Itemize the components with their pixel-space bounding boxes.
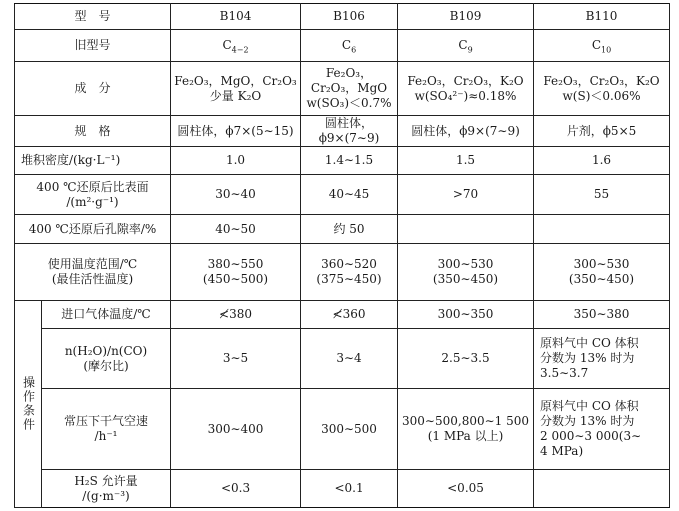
h2o-co-b109: 2.5∼3.5 [398, 329, 534, 389]
model-label: 型 号 [15, 4, 171, 30]
model-b109: B109 [398, 4, 534, 30]
temp-range-b110-l2: (350∼450) [568, 272, 635, 286]
surface-area-label [15, 175, 171, 215]
old-model-b109-base: C [458, 38, 468, 52]
surface-area-b106: 40∼45 [301, 175, 398, 215]
h2o-co-label [42, 329, 171, 389]
space-velocity-b104: 300∼400 [171, 389, 301, 470]
porosity-b104: 40∼50 [171, 215, 301, 244]
porosity-label: 400 ℃还原后孔隙率/% [15, 215, 171, 244]
surface-area-b104: 30∼40 [171, 175, 301, 215]
h2s-b106: <0.1 [301, 470, 398, 508]
bulk-density-b104: 1.0 [171, 147, 301, 175]
h2o-co-label-line1: n(H₂O)/n(CO) [64, 343, 148, 358]
catalyst-table-container [14, 3, 670, 508]
old-model-b104-base: C [222, 38, 232, 52]
spec-b104: 圆柱体，ϕ7×(5∼15) [171, 116, 301, 147]
composition-b109 [398, 62, 534, 116]
row-model [15, 4, 670, 30]
spec-label: 规 格 [15, 116, 171, 147]
h2s-b104: <0.3 [171, 470, 301, 508]
catalyst-spec-table [14, 3, 670, 508]
temp-range-label-line2: (最佳活性温度) [51, 272, 134, 286]
h2s-label-line2: /(g·m⁻³) [82, 488, 130, 503]
row-temp-range [15, 244, 670, 301]
old-model-b106-base: C [341, 38, 352, 52]
operating-group-label: 操作条件 [15, 301, 42, 508]
temp-range-b109-l2: (350∼450) [432, 272, 499, 286]
spec-b110: 片剂，ϕ5×5 [534, 116, 670, 147]
old-model-b109-sub: 9 [467, 45, 473, 55]
porosity-b110 [534, 215, 670, 244]
temp-range-b110 [534, 244, 670, 301]
composition-b110 [534, 62, 670, 116]
old-model-b106-sub: 6 [351, 45, 357, 55]
old-model-label: 旧型号 [15, 30, 171, 62]
inlet-temp-b104: ≮380 [171, 301, 301, 329]
composition-label: 成 分 [15, 62, 171, 116]
h2o-co-label-line2: (摩尔比) [83, 358, 129, 373]
bulk-density-b106: 1.4∼1.5 [301, 147, 398, 175]
composition-b106-line2: w(SO₃)＜0.7% [306, 96, 392, 110]
row-porosity [15, 215, 670, 244]
composition-b109-line1: Fe₂O₃，Cr₂O₃，K₂O [407, 73, 524, 88]
row-composition [15, 62, 670, 116]
h2s-b110 [534, 470, 670, 508]
space-velocity-b110-l4: 4 MPa) [540, 444, 584, 458]
old-model-b109 [398, 30, 534, 62]
space-velocity-b106: 300∼500 [301, 389, 398, 470]
composition-b104-line2: 少量 K₂O [209, 88, 262, 103]
h2o-co-b110 [534, 329, 670, 389]
row-old-model [15, 30, 670, 62]
h2o-co-b110-l2: 分数为 13% 时为 [540, 351, 635, 365]
temp-range-b104-l1: 380∼550 [207, 257, 264, 271]
temp-range-b110-l1: 300∼530 [573, 257, 630, 271]
model-b106: B106 [301, 4, 398, 30]
space-velocity-b110-l1: 原料气中 CO 体积 [540, 399, 639, 413]
surface-area-b109: >70 [398, 175, 534, 215]
row-surface-area [15, 175, 670, 215]
h2o-co-b104: 3∼5 [171, 329, 301, 389]
temp-range-b109-l1: 300∼530 [437, 257, 494, 271]
space-velocity-b109-l1: 300∼500,800∼1 500 [402, 414, 530, 428]
model-b110: B110 [534, 4, 670, 30]
composition-b104-line1: Fe₂O₃，MgO，Cr₂O₃ [174, 73, 297, 88]
old-model-b110-base: C [591, 38, 602, 52]
temp-range-label [15, 244, 171, 301]
temp-range-b106-l1: 360∼520 [321, 257, 377, 271]
h2o-co-b110-l3: 3.5∼3.7 [540, 366, 589, 380]
temp-range-b109 [398, 244, 534, 301]
space-velocity-b109-l2: (1 MPa 以上) [427, 429, 504, 443]
space-velocity-label-line2: /h⁻¹ [94, 429, 118, 443]
row-h2o-co [15, 329, 670, 389]
h2o-co-b110-l1: 原料气中 CO 体积 [540, 336, 639, 350]
surface-area-label-line2: /(m²·g⁻¹) [66, 194, 119, 209]
model-b104: B104 [171, 4, 301, 30]
h2o-co-b106: 3∼4 [301, 329, 398, 389]
composition-b106-line1: Fe₂O₃，Cr₂O₃，MgO [310, 66, 388, 95]
row-bulk-density [15, 147, 670, 175]
space-velocity-label-line1: 常压下干气空速 [64, 414, 149, 428]
space-velocity-label [42, 389, 171, 470]
inlet-temp-b106: ≮360 [301, 301, 398, 329]
h2s-label [42, 470, 171, 508]
bulk-density-label: 堆积密度/(kg·L⁻¹) [15, 147, 171, 175]
space-velocity-b110-l3: 2 000∼3 000(3∼ [540, 429, 642, 443]
porosity-b106: 约 50 [301, 215, 398, 244]
inlet-temp-b110: 350∼380 [534, 301, 670, 329]
h2s-b109: <0.05 [398, 470, 534, 508]
spec-b106: 圆柱体，ϕ9×(7∼9) [301, 116, 398, 147]
old-model-b104-sub: 4−2 [231, 45, 249, 55]
inlet-temp-label: 进口气体温度/℃ [42, 301, 171, 329]
row-inlet-temp [15, 301, 670, 329]
composition-b110-line2: w(S)＜0.06% [562, 88, 641, 103]
composition-b104 [171, 62, 301, 116]
row-space-velocity [15, 389, 670, 470]
temp-range-b106 [301, 244, 398, 301]
old-model-b110-sub: 10 [601, 45, 612, 55]
surface-area-label-line1: 400 ℃还原后比表面 [36, 179, 149, 194]
composition-b109-line2: w(SO₄²⁻)≈0.18% [414, 88, 517, 103]
bulk-density-b110: 1.6 [534, 147, 670, 175]
row-spec [15, 116, 670, 147]
space-velocity-b109 [398, 389, 534, 470]
temp-range-label-line1: 使用温度范围/℃ [47, 257, 138, 271]
temp-range-b104 [171, 244, 301, 301]
space-velocity-b110-l2: 分数为 13% 时为 [540, 414, 635, 428]
old-model-b110 [534, 30, 670, 62]
bulk-density-b109: 1.5 [398, 147, 534, 175]
composition-b110-line1: Fe₂O₃，Cr₂O₃，K₂O [543, 73, 660, 88]
spec-b109: 圆柱体，ϕ9×(7∼9) [398, 116, 534, 147]
surface-area-b110: 55 [534, 175, 670, 215]
temp-range-b106-l2: (375∼450) [316, 272, 382, 286]
porosity-b109 [398, 215, 534, 244]
temp-range-b104-l2: (450∼500) [202, 272, 269, 286]
old-model-b104 [171, 30, 301, 62]
row-h2s [15, 470, 670, 508]
h2s-label-line1: H₂S 允许量 [74, 473, 138, 488]
composition-b106 [301, 62, 398, 116]
space-velocity-b110 [534, 389, 670, 470]
old-model-b106 [301, 30, 398, 62]
inlet-temp-b109: 300∼350 [398, 301, 534, 329]
